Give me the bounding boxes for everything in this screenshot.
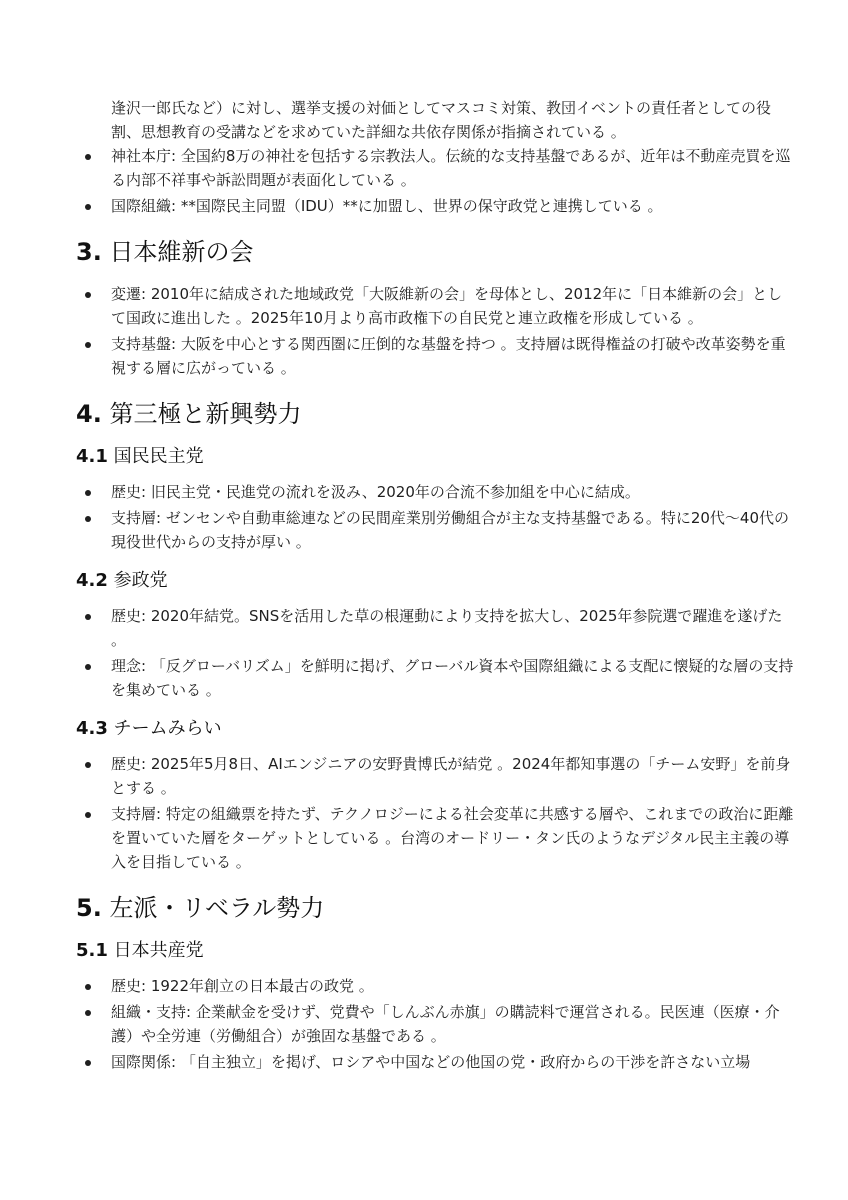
section-title: 左派・リベラル勢力 — [109, 894, 325, 922]
bullet-icon — [85, 812, 91, 818]
list-item — [76, 1050, 796, 1074]
bullet-icon — [85, 762, 91, 768]
subsection-heading-4-2 — [76, 568, 796, 594]
list-item — [76, 282, 796, 330]
bullet-icon — [85, 516, 91, 522]
list-item — [76, 974, 796, 998]
top-bullet-list — [76, 144, 796, 218]
subsection-title: 国民民主党 — [113, 446, 204, 467]
subsection-number: 4.1 — [76, 446, 108, 467]
bullet-icon — [85, 1010, 91, 1016]
subsection-title: 参政党 — [113, 570, 168, 591]
section-heading-3 — [76, 236, 796, 268]
subsection-title: 日本共産党 — [113, 940, 204, 961]
subsection-number: 4.3 — [76, 718, 108, 739]
list-item-text: 歴史: 1922年創立の日本最古の政党 。 — [111, 977, 374, 995]
bullet-icon — [85, 490, 91, 496]
list-item-text: 支持基盤: 大阪を中心とする関西圏に圧倒的な基盤を持つ 。支持層は既得権益の打破や改革姿勢を重視する層に広がっている 。 — [111, 335, 786, 377]
list-item-text: 変遷: 2010年に結成された地域政党「大阪維新の会」を母体とし、2012年に「日本維新の会」として国政に進出した 。2025年10月より高市政権下の自民党と連立政権を形成している 。 — [111, 285, 783, 327]
section-number: 5. — [76, 894, 102, 922]
bullet-icon — [85, 664, 91, 670]
bullet-icon — [85, 154, 91, 160]
list-item-text: 支持層: ゼンセンや自動車総連などの民間産業別労働組合が主な支持基盤である。特に20代〜40代の現役世代からの支持が厚い 。 — [111, 509, 790, 551]
list-item — [76, 802, 796, 874]
bullet-icon — [85, 292, 91, 298]
list-item-text: 組織・支持: 企業献金を受けず、党費や「しんぶん赤旗」の購読料で運営される。民医連（医療・介護）や全労連（労働組合）が強固な基盤である 。 — [111, 1003, 780, 1045]
bullet-icon — [85, 984, 91, 990]
list-item — [76, 506, 796, 554]
section-heading-4 — [76, 398, 796, 430]
list-item — [76, 752, 796, 800]
list-item — [76, 604, 796, 652]
section-title: 日本維新の会 — [109, 238, 254, 266]
subsection-4-3-bullet-list — [76, 752, 796, 874]
list-item-text: 歴史: 旧民主党・民進党の流れを汲み、2020年の合流不参加組を中心に結成。 — [111, 483, 640, 501]
subsection-heading-5-1 — [76, 938, 796, 964]
list-item-text: 歴史: 2020年結党。SNSを活用した草の根運動により支持を拡大し、2025年参院選で躍進を遂げた 。 — [111, 607, 783, 649]
subsection-title: チームみらい — [113, 718, 222, 739]
list-item-text: 国際組織: **国際民主同盟（IDU）**に加盟し、世界の保守政党と連携している 。 — [111, 197, 663, 215]
bullet-icon — [85, 204, 91, 210]
list-item-text: 国際関係: 「自主独立」を掲げ、ロシアや中国などの他国の党・政府からの干渉を許さない立場 — [111, 1053, 751, 1071]
continued-paragraph: 逢沢一郎氏など）に対し、選挙支援の対価としてマスコミ対策、教団イベントの責任者としての役割、思想教育の受講などを求めていた詳細な共依存関係が指摘されている 。 — [111, 99, 772, 141]
section-3-bullet-list — [76, 282, 796, 380]
list-item — [76, 194, 796, 218]
section-title: 第三極と新興勢力 — [109, 400, 302, 428]
list-item — [76, 480, 796, 504]
bullet-icon — [85, 614, 91, 620]
subsection-number: 4.2 — [76, 570, 108, 591]
list-item — [76, 1000, 796, 1048]
list-item — [76, 144, 796, 192]
section-number: 4. — [76, 400, 102, 428]
section-number: 3. — [76, 238, 102, 266]
list-item — [76, 332, 796, 380]
subsection-5-1-bullet-list — [76, 974, 796, 1074]
list-item-text: 理念: 「反グローバリズム」を鮮明に掲げ、グローバル資本や国際組織による支配に懐疑的な層の支持を集めている 。 — [111, 657, 794, 699]
list-item-text: 支持層: 特定の組織票を持たず、テクノロジーによる社会変革に共感する層や、これまでの政治に距離を置いていた層をターゲットとしている 。台湾のオードリー・タン氏のようなデジタル民主主義の導入を目指している 。 — [111, 805, 794, 871]
subsection-4-1-bullet-list — [76, 480, 796, 554]
bullet-icon — [85, 1060, 91, 1066]
bullet-icon — [85, 342, 91, 348]
list-item-text: 神社本庁: 全国約8万の神社を包括する宗教法人。伝統的な支持基盤であるが、近年は不動産売買を巡る内部不祥事や訴訟問題が表面化している 。 — [111, 147, 791, 189]
subsection-number: 5.1 — [76, 940, 108, 961]
section-heading-5 — [76, 892, 796, 924]
document-content — [76, 96, 796, 1076]
subsection-4-2-bullet-list — [76, 604, 796, 702]
list-item — [76, 654, 796, 702]
subsection-heading-4-1 — [76, 444, 796, 470]
subsection-heading-4-3 — [76, 716, 796, 742]
list-item-text: 歴史: 2025年5月8日、AIエンジニアの安野貴博氏が結党 。2024年都知事選の「チーム安野」を前身とする 。 — [111, 755, 791, 797]
